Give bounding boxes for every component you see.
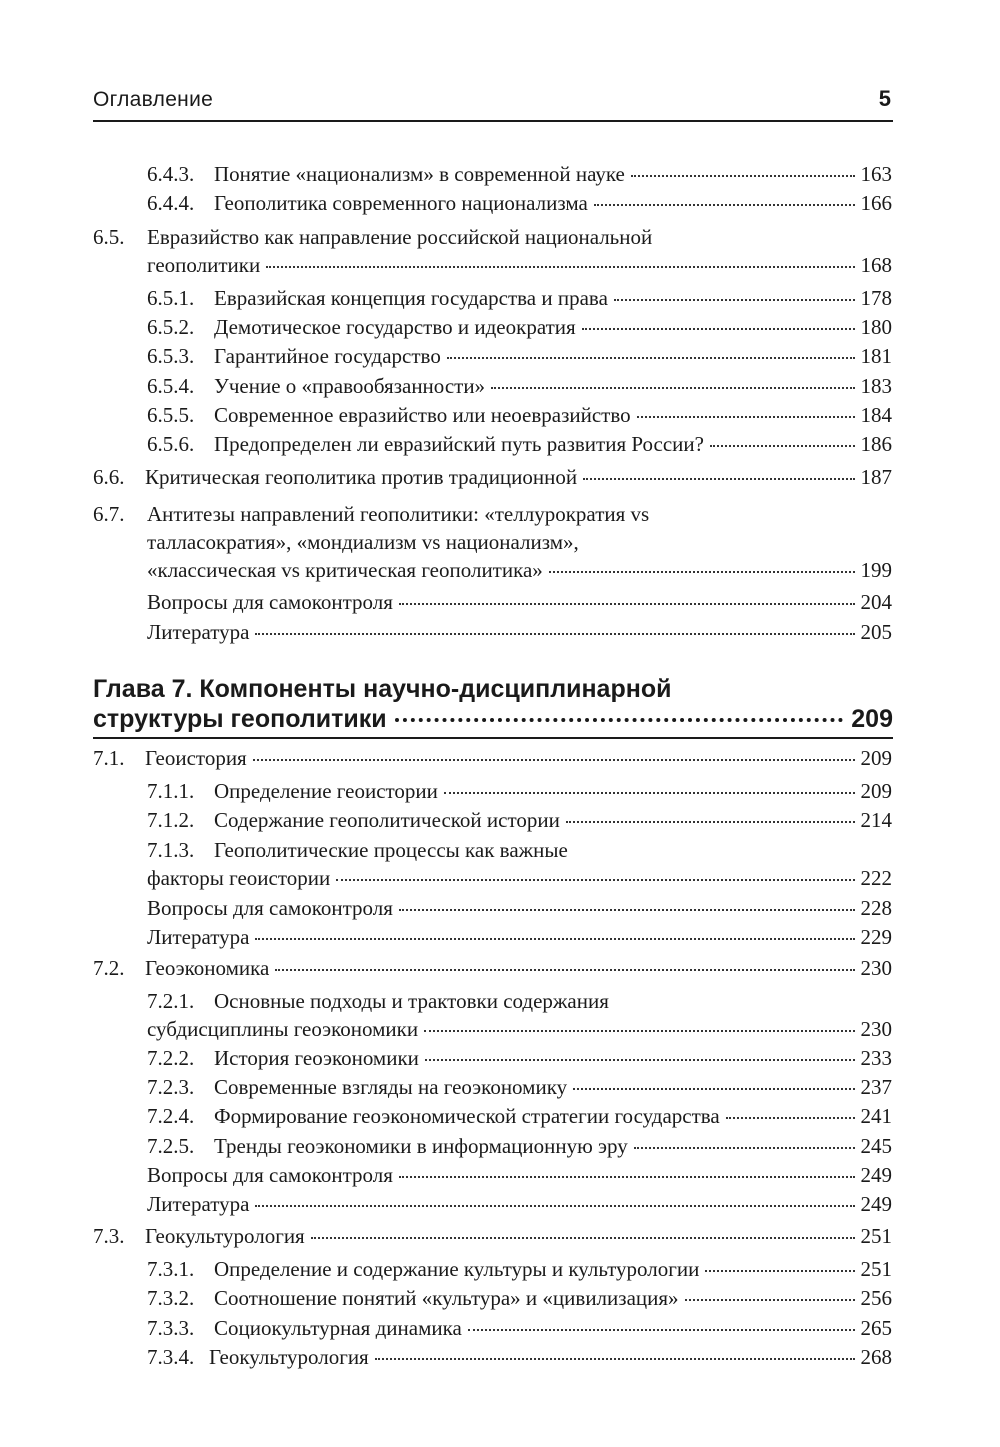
entry-page: 265 <box>860 1316 892 1340</box>
dot-leader <box>425 1059 855 1061</box>
dot-leader <box>549 571 855 573</box>
dot-leader <box>447 357 855 359</box>
entry-title: Геокультурология <box>145 1224 305 1248</box>
dot-leader <box>614 299 855 301</box>
entry-title: Геоистория <box>145 746 247 770</box>
toc-entry[interactable] <box>147 1162 892 1188</box>
dot-leader <box>594 204 855 206</box>
entry-title: Геокультурология <box>209 1345 369 1369</box>
toc-entry[interactable] <box>147 1045 892 1071</box>
entry-page: 168 <box>860 253 892 277</box>
toc-entry[interactable] <box>93 464 892 490</box>
toc-entry[interactable] <box>93 745 892 771</box>
toc-entry[interactable] <box>147 895 892 921</box>
entry-page: 204 <box>860 590 892 614</box>
entry-title: Определение геоистории <box>214 779 438 803</box>
toc-entry[interactable] <box>147 343 892 369</box>
entry-page: 163 <box>860 162 892 186</box>
toc-entry[interactable] <box>147 619 892 645</box>
dot-leader <box>311 1237 855 1239</box>
toc-entry[interactable] <box>147 1133 892 1159</box>
dot-leader <box>582 328 855 330</box>
toc-entry[interactable] <box>147 1315 892 1341</box>
chapter-title-line1: Глава 7. Компоненты научно-дисциплинарной <box>93 675 672 703</box>
entry-page: 229 <box>860 925 892 949</box>
toc-entry[interactable] <box>93 955 892 981</box>
dot-leader <box>424 1030 854 1032</box>
entry-page: 166 <box>860 191 892 215</box>
dot-leader <box>399 909 855 911</box>
entry-title: Понятие «национализм» в современной науке <box>214 162 625 186</box>
dot-leader <box>491 387 854 389</box>
entry-title: Предопределен ли евразийский путь развития России? <box>214 432 704 456</box>
entry-number: 7.2. <box>93 956 125 980</box>
entry-number: 7.3.3. <box>147 1316 195 1340</box>
entry-page: 256 <box>860 1286 892 1310</box>
entry-title: «классическая vs критическая геополитика» <box>147 558 543 582</box>
toc-entry[interactable] <box>147 557 892 583</box>
toc-entry[interactable] <box>147 1256 892 1282</box>
entry-title: Формирование геоэкономической стратегии государства <box>214 1104 720 1128</box>
entry-number: 6.5.3. <box>147 344 195 368</box>
entry-number: 6.5.1. <box>147 286 195 310</box>
dot-leader <box>685 1299 855 1301</box>
dot-leader <box>255 938 854 940</box>
entry-page: 178 <box>860 286 892 310</box>
entry-title: Литература <box>147 1192 250 1216</box>
entry-title: Вопросы для самоконтроля <box>147 590 393 614</box>
entry-number: 6.5.2. <box>147 315 195 339</box>
dot-leader <box>583 478 854 480</box>
section-number: 6.7. <box>93 502 125 526</box>
toc-entry[interactable] <box>147 924 892 950</box>
dot-leader <box>395 718 844 722</box>
entry-page: 251 <box>860 1224 892 1248</box>
entry-number: 7.1.2. <box>147 808 195 832</box>
chapter-heading[interactable] <box>93 674 893 734</box>
dot-leader <box>255 1205 854 1207</box>
section-number: 6.5. <box>93 225 125 249</box>
entry-page: 199 <box>860 558 892 582</box>
toc-entry[interactable] <box>93 1223 892 1249</box>
entry-number: 6.4.3. <box>147 162 195 186</box>
entry-page: 230 <box>860 956 892 980</box>
entry-title: Критическая геополитика против традиционной <box>145 465 578 489</box>
entry-page: 241 <box>860 1104 892 1128</box>
entry-page: 186 <box>860 432 892 456</box>
entry-number: 6.5.6. <box>147 432 195 456</box>
entry-title: Современные взгляды на геоэкономику <box>214 1075 568 1099</box>
entry-title-line1[interactable]: Основные подходы и трактовки содержания <box>214 989 609 1013</box>
entry-title: Демотическое государство и идеократия <box>214 315 576 339</box>
page-number: 5 <box>878 86 891 111</box>
entry-number: 7.3. <box>93 1224 125 1248</box>
dot-leader <box>375 1358 855 1360</box>
dot-leader <box>253 759 855 761</box>
entry-number: 7.2.3. <box>147 1075 195 1099</box>
entry-number: 7.2.4. <box>147 1104 195 1128</box>
entry-title: Определение и содержание культуры и культурологии <box>214 1257 700 1281</box>
toc-entry[interactable] <box>147 807 892 833</box>
entry-page: 233 <box>860 1046 892 1070</box>
entry-number: 6.5.5. <box>147 403 195 427</box>
entry-title-line1[interactable]: Геополитические процессы как важные <box>214 838 568 862</box>
running-header <box>93 88 893 122</box>
entry-page: 245 <box>860 1134 892 1158</box>
toc-entry[interactable] <box>147 1191 892 1217</box>
entry-page: 209 <box>860 746 892 770</box>
section-title-line1[interactable]: Евразийство как направление российской национальной <box>147 225 653 249</box>
entry-page: 249 <box>860 1163 892 1187</box>
dot-leader <box>255 633 854 635</box>
dot-leader <box>726 1117 855 1119</box>
entry-page: 181 <box>860 344 892 368</box>
entry-title: Тренды геоэкономики в информационную эру <box>214 1134 628 1158</box>
toc-entry[interactable] <box>147 285 892 311</box>
entry-page: 251 <box>860 1257 892 1281</box>
entry-page: 214 <box>860 808 892 832</box>
toc-entry[interactable] <box>147 1074 892 1100</box>
entry-title: Учение о «правообязанности» <box>214 374 486 398</box>
entry-number: 7.3.2. <box>147 1286 195 1310</box>
entry-title: Геоэкономика <box>145 956 270 980</box>
chapter-page: 209 <box>851 705 893 733</box>
toc-entry[interactable] <box>147 1344 892 1370</box>
section-title-line1[interactable]: Антитезы направлений геополитики: «теллурократия vs <box>147 502 650 526</box>
entry-page: 180 <box>860 315 892 339</box>
entry-page: 230 <box>860 1017 892 1041</box>
dot-leader <box>573 1088 854 1090</box>
entry-title: Литература <box>147 620 250 644</box>
chapter-title-line2 <box>93 704 893 734</box>
dot-leader <box>468 1329 855 1331</box>
entry-page: 184 <box>860 403 892 427</box>
toc-entry[interactable] <box>147 161 892 187</box>
dot-leader <box>634 1147 855 1149</box>
entry-number: 6.4.4. <box>147 191 195 215</box>
toc-entry[interactable] <box>147 589 892 615</box>
entry-number: 7.1.1. <box>147 779 195 803</box>
toc-entry[interactable] <box>147 373 892 399</box>
dot-leader <box>637 416 855 418</box>
toc-entry[interactable] <box>147 1016 892 1042</box>
dot-leader <box>336 879 854 881</box>
entry-number: 6.5.4. <box>147 374 195 398</box>
entry-title: История геоэкономики <box>214 1046 419 1070</box>
entry-number: 7.1. <box>93 746 125 770</box>
toc-entry[interactable] <box>147 865 892 891</box>
entry-page: 183 <box>860 374 892 398</box>
entry-title: геополитики <box>147 253 261 277</box>
entry-title: Соотношение понятий «культура» и «цивилизация» <box>214 1286 679 1310</box>
dot-leader <box>710 445 855 447</box>
entry-title: Социокультурная динамика <box>214 1316 462 1340</box>
entry-title: Гарантийное государство <box>214 344 441 368</box>
entry-title: Вопросы для самоконтроля <box>147 1163 393 1187</box>
section-title-line2[interactable]: талласократия», «мондиализм vs национализм», <box>147 530 579 554</box>
entry-page: 205 <box>860 620 892 644</box>
entry-number: 7.2.2. <box>147 1046 195 1070</box>
dot-leader <box>399 1176 855 1178</box>
dot-leader <box>275 969 854 971</box>
entry-page: 237 <box>860 1075 892 1099</box>
entry-title: Вопросы для самоконтроля <box>147 896 393 920</box>
toc-entry[interactable] <box>147 431 892 457</box>
entry-number: 6.6. <box>93 465 125 489</box>
entry-title: Современное евразийство или неоевразийство <box>214 403 631 427</box>
entry-title: Геополитика современного национализма <box>214 191 588 215</box>
entry-page: 249 <box>860 1192 892 1216</box>
dot-leader <box>631 175 855 177</box>
toc-entry[interactable] <box>147 1285 892 1311</box>
entry-number: 7.2.5. <box>147 1134 195 1158</box>
entry-title: Литература <box>147 925 250 949</box>
toc-entry[interactable] <box>147 778 892 804</box>
entry-number: 7.1.3. <box>147 838 195 862</box>
toc-entry[interactable] <box>147 1103 892 1129</box>
toc-entry[interactable] <box>147 190 892 216</box>
toc-entry[interactable] <box>147 314 892 340</box>
entry-title: субдисциплины геоэкономики <box>147 1017 419 1041</box>
toc-entry[interactable] <box>147 252 892 278</box>
toc-entry[interactable] <box>147 402 892 428</box>
entry-number: 7.3.1. <box>147 1257 195 1281</box>
entry-page: 222 <box>860 866 892 890</box>
entry-number: 7.2.1. <box>147 989 195 1013</box>
dot-leader <box>266 266 854 268</box>
running-title: Оглавление <box>93 88 214 111</box>
entry-page: 209 <box>860 779 892 803</box>
entry-number: 7.3.4. <box>147 1345 195 1369</box>
entry-title: факторы геоистории <box>147 866 331 890</box>
entry-title: Содержание геополитической истории <box>214 808 560 832</box>
chapter-divider <box>93 737 893 739</box>
dot-leader <box>705 1270 854 1272</box>
entry-page: 228 <box>860 896 892 920</box>
entry-page: 187 <box>860 465 892 489</box>
dot-leader <box>566 821 855 823</box>
dot-leader <box>444 792 855 794</box>
dot-leader <box>399 603 855 605</box>
chapter-title: структуры геополитики <box>93 705 387 733</box>
entry-page: 268 <box>860 1345 892 1369</box>
entry-title: Евразийская концепция государства и права <box>214 286 608 310</box>
